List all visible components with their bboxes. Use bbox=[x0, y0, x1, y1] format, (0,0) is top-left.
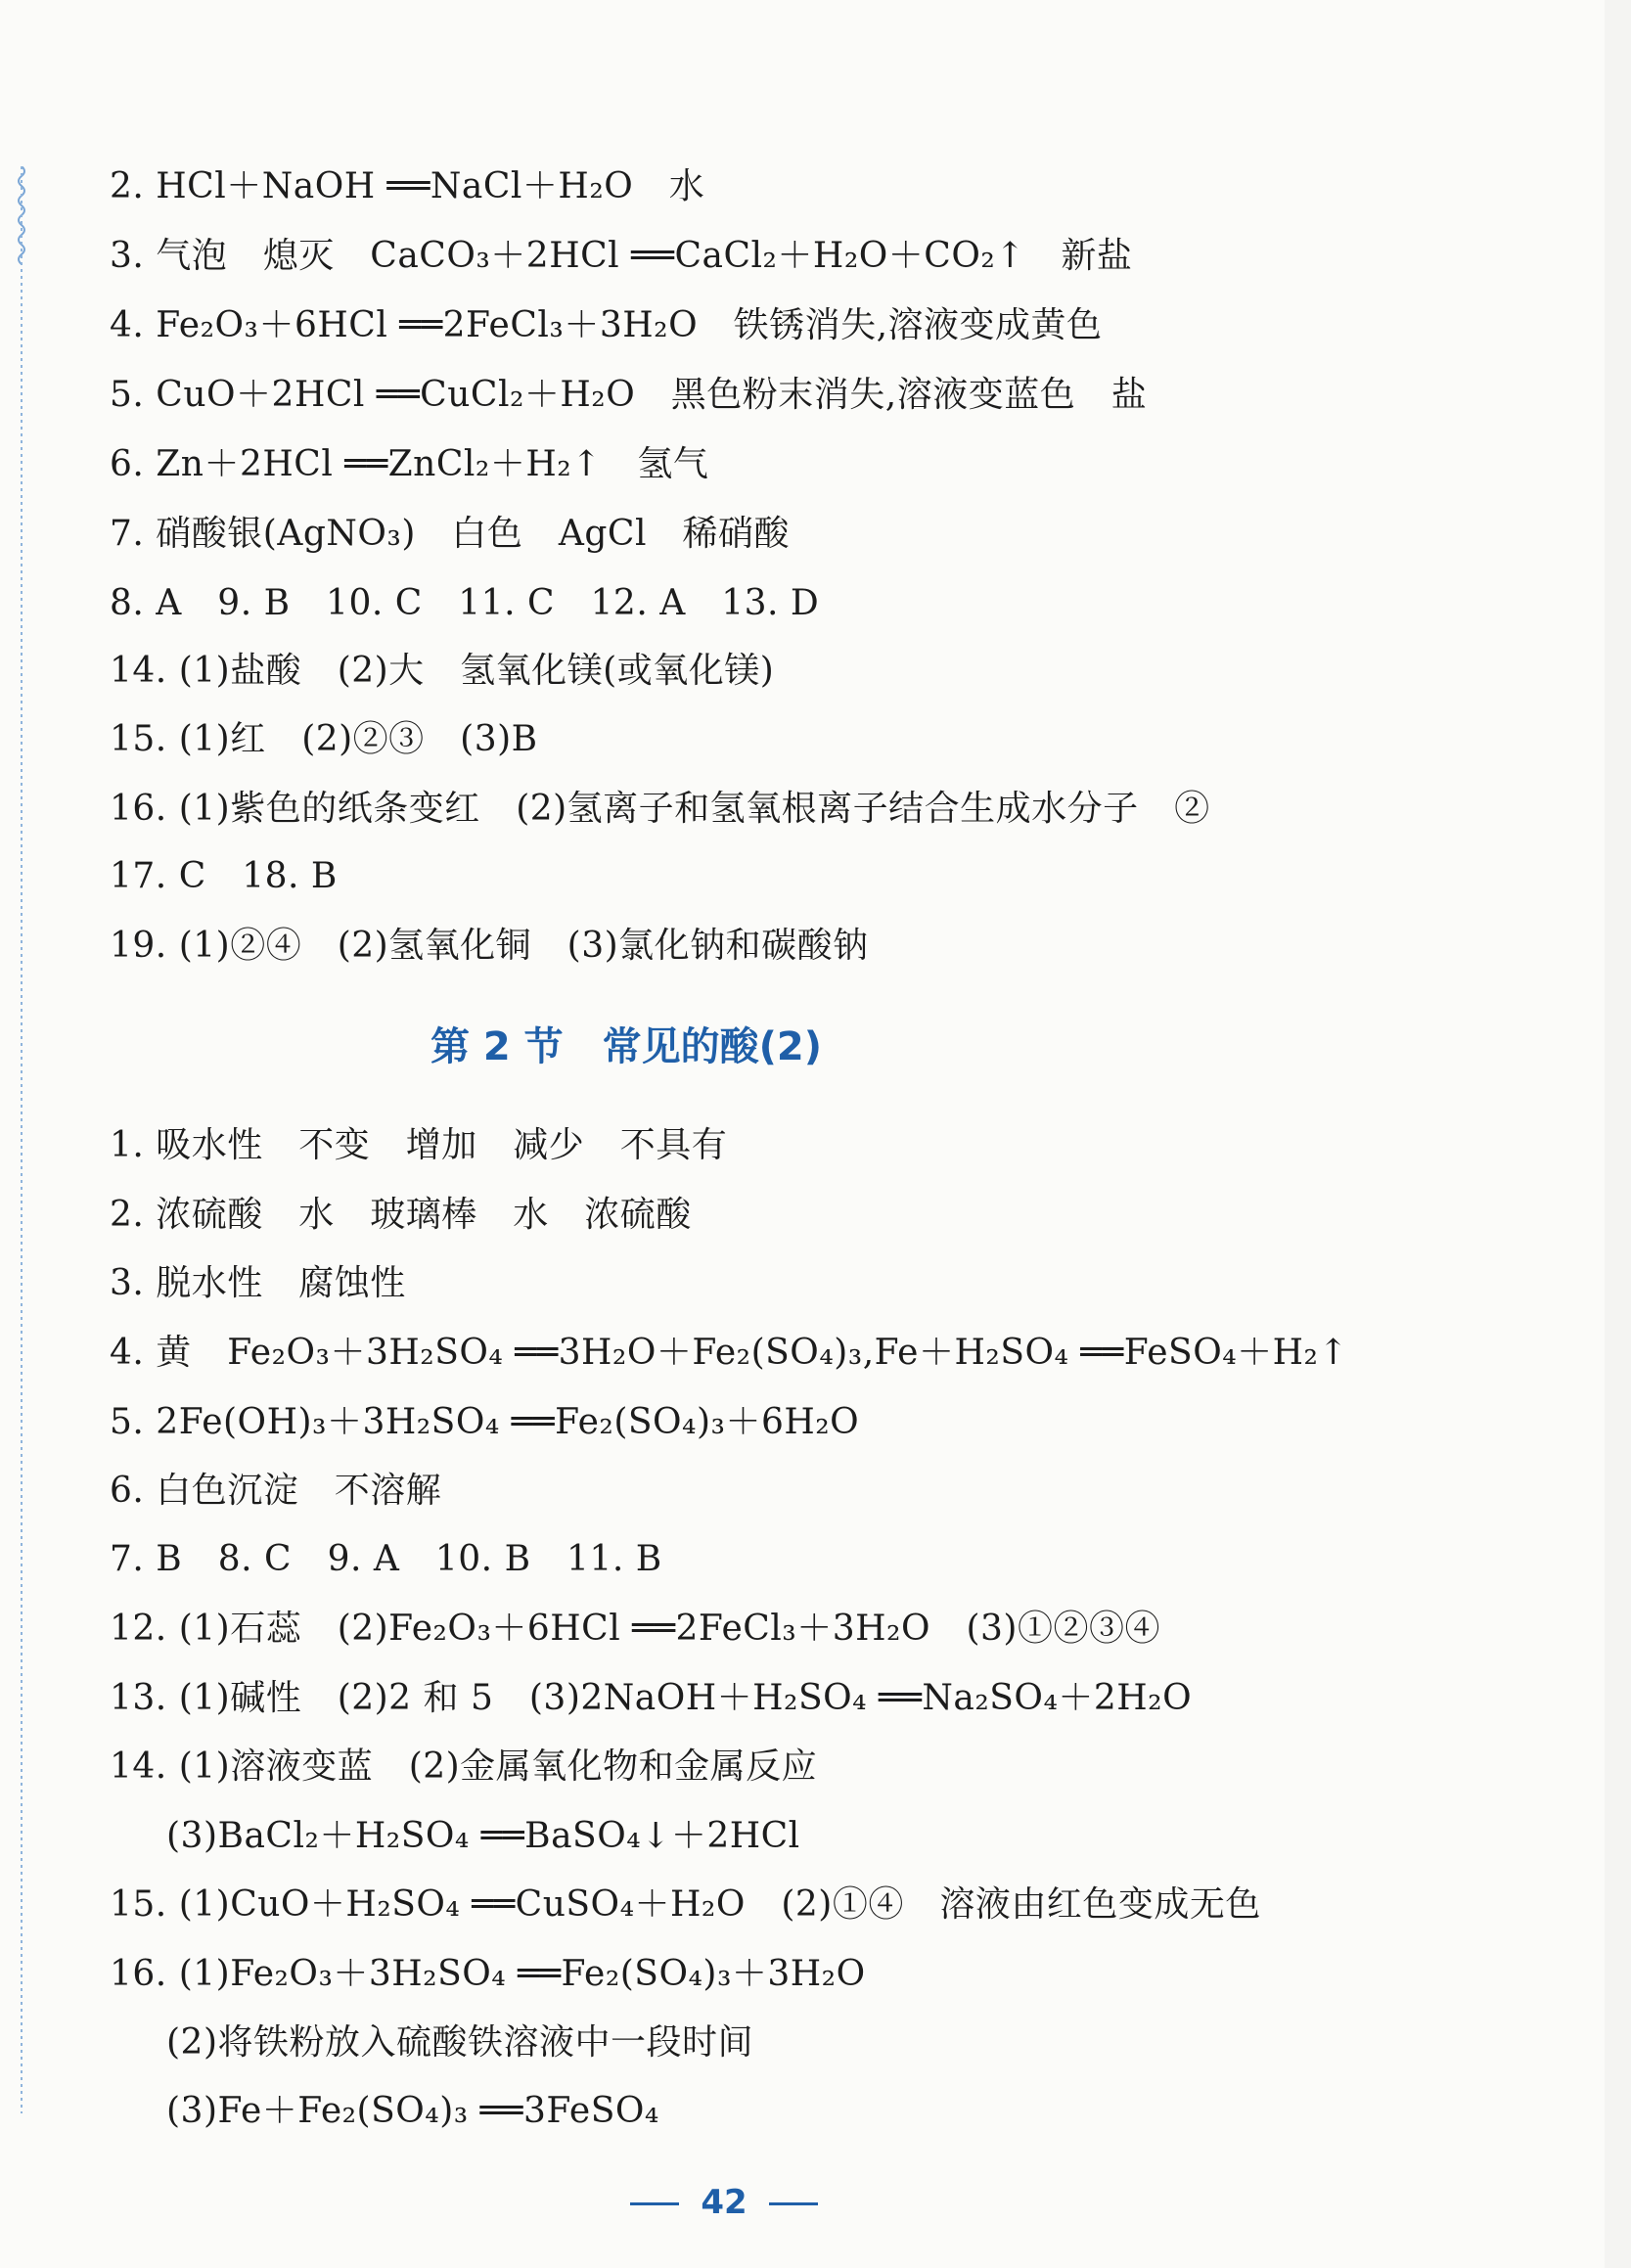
answer-line: 1. 吸水性 不变 增加 减少 不具有 bbox=[110, 1125, 728, 1165]
answer-line: 4. 黄 Fe₂O₃＋3H₂SO₄ ══3H₂O＋Fe₂(SO₄)₃,Fe＋H₂SO₄ ══FeSO₄＋H₂↑ bbox=[110, 1333, 1349, 1373]
answer-line: 6. Zn＋2HCl ══ZnCl₂＋H₂↑ 氢气 bbox=[110, 444, 709, 484]
answer-line: 15. (1)红 (2)②③ (3)B bbox=[110, 719, 538, 759]
answer-line: (3)BaCl₂＋H₂SO₄ ══BaSO₄↓＋2HCl bbox=[166, 1816, 800, 1856]
answer-line: 17. C 18. B bbox=[110, 856, 338, 896]
answer-line: 19. (1)②④ (2)氢氧化铜 (3)氯化钠和碳酸钠 bbox=[110, 926, 869, 966]
footer-dash-right bbox=[769, 2202, 818, 2205]
answer-line: 14. (1)溶液变蓝 (2)金属氧化物和金属反应 bbox=[110, 1746, 818, 1787]
page-footer bbox=[0, 2178, 1448, 2227]
answer-line: (3)Fe＋Fe₂(SO₄)₃ ══3FeSO₄ bbox=[166, 2091, 659, 2131]
wavy-margin-line bbox=[14, 166, 29, 2113]
answer-line: 5. CuO＋2HCl ══CuCl₂＋H₂O 黑色粉末消失,溶液变蓝色 盐 bbox=[110, 375, 1148, 415]
answer-line: 6. 白色沉淀 不溶解 bbox=[110, 1471, 442, 1511]
answer-line: 16. (1)Fe₂O₃＋3H₂SO₄ ══Fe₂(SO₄)₃＋3H₂O bbox=[110, 1954, 866, 1994]
page-number: 42 bbox=[701, 2183, 748, 2222]
answer-line: (2)将铁粉放入硫酸铁溶液中一段时间 bbox=[166, 2022, 753, 2063]
answer-line: 13. (1)碱性 (2)2 和 5 (3)2NaOH＋H₂SO₄ ══Na₂SO₄＋2H₂O bbox=[110, 1678, 1193, 1718]
answer-line: 15. (1)CuO＋H₂SO₄ ══CuSO₄＋H₂O (2)①④ 溶液由红色变成无色 bbox=[110, 1884, 1261, 1925]
answer-line: 8. A 9. B 10. C 11. C 12. A 13. D bbox=[110, 583, 820, 623]
footer-dash-left bbox=[630, 2202, 679, 2205]
answer-line: 4. Fe₂O₃＋6HCl ══2FeCl₃＋3H₂O 铁锈消失,溶液变成黄色 bbox=[110, 305, 1103, 345]
answer-line: 16. (1)紫色的纸条变红 (2)氢离子和氢氧根离子结合生成水分子 ② bbox=[110, 789, 1210, 829]
answer-line: 5. 2Fe(OH)₃＋3H₂SO₄ ══Fe₂(SO₄)₃＋6H₂O bbox=[110, 1402, 860, 1442]
answer-line: 2. 浓硫酸 水 玻璃棒 水 浓硫酸 bbox=[110, 1195, 692, 1235]
answer-line: 3. 气泡 熄灭 CaCO₃＋2HCl ══CaCl₂＋H₂O＋CO₂↑ 新盐 bbox=[110, 236, 1133, 276]
answer-line: 3. 脱水性 腐蚀性 bbox=[110, 1263, 406, 1303]
answer-line: 14. (1)盐酸 (2)大 氢氧化镁(或氧化镁) bbox=[110, 651, 775, 691]
section-heading: 第 2 节 常见的酸(2) bbox=[430, 1024, 823, 1069]
answer-line: 7. B 8. C 9. A 10. B 11. B bbox=[110, 1539, 662, 1579]
answer-line: 12. (1)石蕊 (2)Fe₂O₃＋6HCl ══2FeCl₃＋3H₂O (3)①②③④ bbox=[110, 1609, 1160, 1649]
answer-line: 7. 硝酸银(AgNO₃) 白色 AgCl 稀硝酸 bbox=[110, 514, 790, 554]
answer-line: 2. HCl＋NaOH ══NaCl＋H₂O 水 bbox=[110, 166, 705, 206]
